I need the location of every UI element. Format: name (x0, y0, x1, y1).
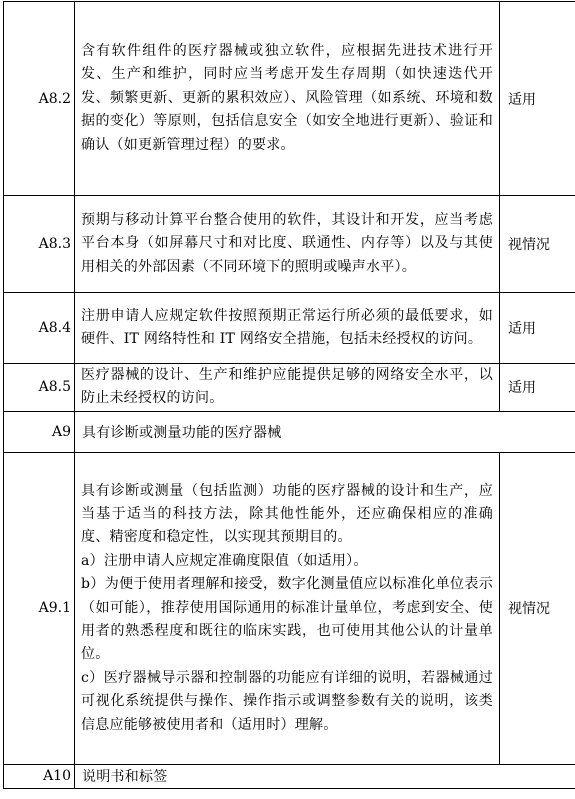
clause-text: 注册申请人应规定软件按照预期正常运行所必须的最低要求，如硬件、IT 网络特性和 IT 网络安全措施，包括未经授权的访问。 (75, 293, 500, 364)
section-title: 具有诊断或测量功能的医疗器械 (75, 411, 575, 452)
table-row (4, 364, 575, 412)
clause-text: 医疗器械的设计、生产和维护应能提供足够的网络安全水平，以防止未经授权的访问。 (75, 364, 500, 412)
applicability-status: 适用 (500, 364, 575, 412)
clause-item-a: a）注册申请人应规定准确度限值（如适用）。 (81, 550, 493, 573)
clause-item-b: b）为便于使用者理解和接受，数字化测量值应以标准化单位表示（如可能），推荐使用国际通用的标准计量单位，考虑到安全、使用者的熟悉程度和既往的临床实践，也可使用其他公认的计量单位。 (81, 573, 493, 667)
table-row (4, 2, 575, 196)
requirements-table (3, 1, 575, 789)
clause-id: A9.1 (4, 452, 75, 764)
clause-text: 含有软件组件的医疗器械或独立软件，应根据先进技术进行开发、生产和维护，同时应当考虑开发生存周期（如快速迭代开发、频繁更新、更新的累积效应）、风险管理（如系统、环境和数据的变化）等原则，包括信息安全（如安全地进行更新）、验证和确认（如更新管理过程）的要求。 (75, 2, 500, 196)
clause-text: 预期与移动计算平台整合使用的软件，其设计和开发，应当考虑平台本身（如屏幕尺寸和对比度、联通性、内存等）以及与其使用相关的外部因素（不同环境下的照明或噪声水平）。 (75, 196, 500, 293)
table-row (4, 196, 575, 293)
clause-id: A8.2 (4, 2, 75, 196)
applicability-status: 视情况 (500, 196, 575, 293)
clause-id: A8.5 (4, 364, 75, 412)
clause-id: A8.3 (4, 196, 75, 293)
section-title: 说明书和标签 (75, 764, 575, 788)
section-id: A10 (4, 764, 75, 788)
section-id: A9 (4, 411, 75, 452)
table-row (4, 293, 575, 364)
clause-text (75, 452, 500, 764)
clause-id: A8.4 (4, 293, 75, 364)
applicability-status: 适用 (500, 293, 575, 364)
applicability-status: 适用 (500, 2, 575, 196)
table-row (4, 452, 575, 764)
clause-item-c: c）医疗器械导示器和控制器的功能应有详细的说明，若器械通过可视化系统提供与操作、操作指示或调整参数有关的说明，该类信息应能够被使用者和（适用时）理解。 (81, 667, 493, 737)
clause-paragraph: 具有诊断或测量（包括监测）功能的医疗器械的设计和生产，应当基于适当的科技方法，除其他性能外，还应确保相应的准确度、精密度和稳定性，以实现其预期目的。 (81, 480, 493, 550)
section-row (4, 411, 575, 452)
applicability-status: 视情况 (500, 452, 575, 764)
section-row (4, 764, 575, 788)
